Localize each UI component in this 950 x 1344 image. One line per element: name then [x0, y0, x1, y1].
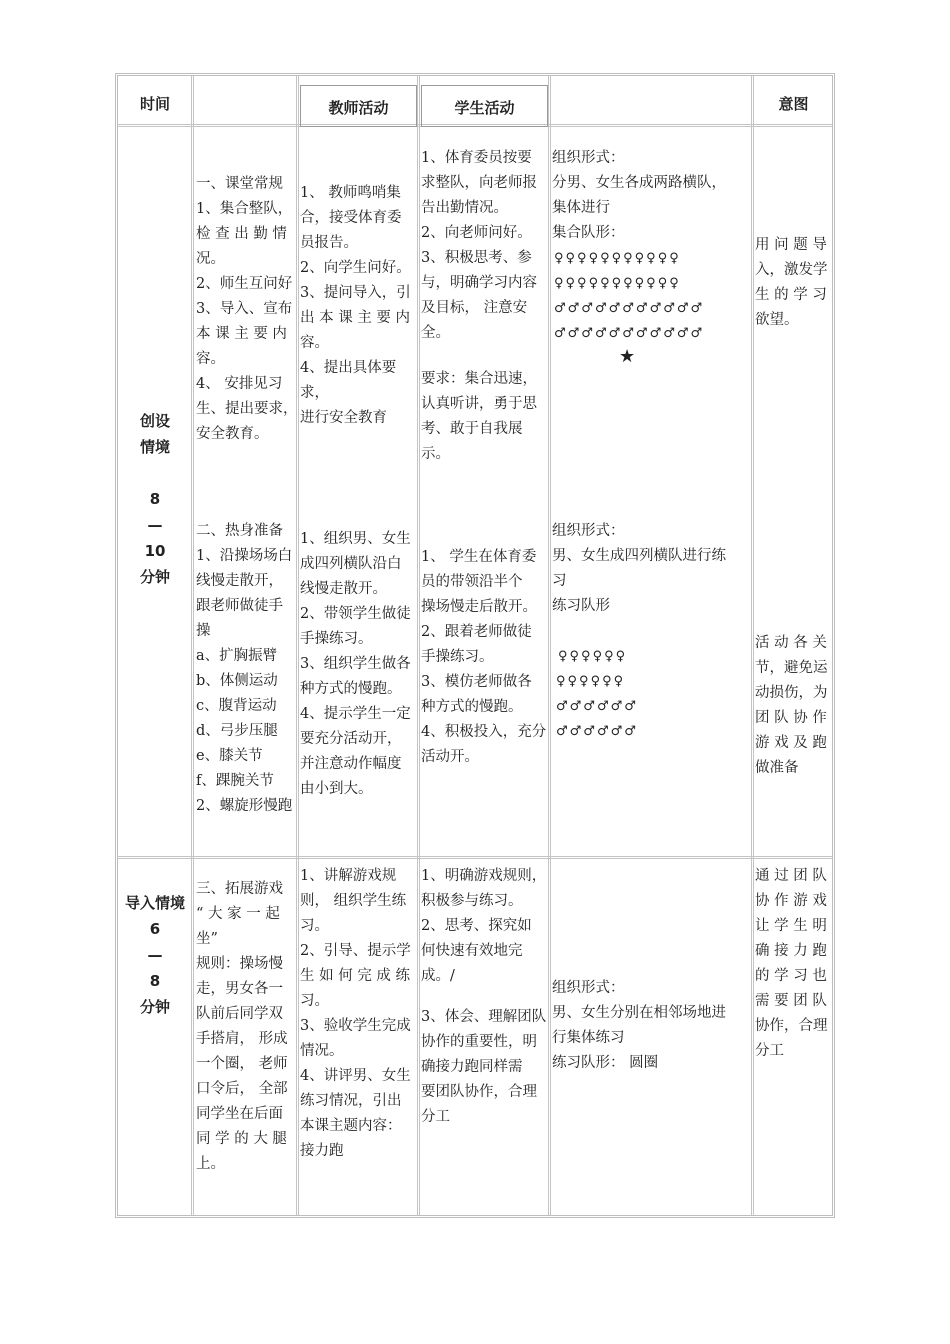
text-line: 练习情况，引出 — [300, 1093, 402, 1109]
col-divider-student — [548, 76, 551, 1215]
text-line: 活 动 各 关 — [755, 635, 827, 651]
formation-row-male: ♂♂♂♂♂♂♂♂♂♂♂ — [554, 301, 705, 316]
text-line: a、扩胸振臂 — [196, 648, 278, 664]
text-line: 线慢走散开。 — [300, 581, 387, 597]
text-line: 4、 安排见习 — [196, 376, 283, 392]
formation-row-female: ♀♀♀♀♀♀♀♀♀♀♀ — [554, 251, 681, 266]
text-line: 全。 — [421, 325, 450, 341]
text-line: 4、提示学生一定 — [300, 706, 411, 722]
organization-warmup — [552, 519, 726, 619]
text-line: 3、模仿老师做各 — [421, 674, 532, 690]
side-line — [118, 460, 192, 486]
text-line: 2、跟着老师做徒 — [421, 624, 532, 640]
text-line: 3、积极思考、参 — [421, 250, 532, 266]
text-line: 2、带领学生做徒 — [300, 606, 411, 622]
text-line: 3、体会、理解团队 — [421, 1009, 547, 1025]
text-line: 三、拓展游戏 — [196, 881, 283, 897]
text-line: 用 问 题 导 — [755, 237, 827, 253]
text-line: 一、课堂常规 — [196, 176, 283, 192]
text-line: 况。 — [196, 251, 225, 267]
formation-row-male: ♂♂♂♂♂♂ — [556, 699, 638, 714]
text-line: 及目标， 注意安 — [421, 300, 528, 316]
text-line: 欲望。 — [755, 312, 799, 328]
text-line: 同 学 的 大 腿 — [196, 1131, 287, 1147]
text-line: 要团队协作，合理 — [421, 1084, 537, 1100]
text-line: 集体进行 — [552, 200, 610, 216]
intent-game — [755, 864, 828, 1064]
text-line: 集合队形： — [552, 225, 625, 241]
text-line: 组织形式： — [552, 523, 625, 539]
student-activity-routine — [421, 146, 537, 467]
formation-row-female: ♀♀♀♀♀♀ — [558, 649, 628, 664]
text-line: 4、讲评男、女生 — [300, 1068, 411, 1084]
text-line: 成。/ — [421, 968, 455, 984]
text-line: 组织形式： — [552, 980, 625, 996]
student-activity-game — [421, 864, 546, 1130]
text-line: 练习队形 — [552, 598, 610, 614]
text-line: 容。 — [196, 351, 225, 367]
text-line: 1、集合整队， — [196, 201, 293, 217]
side-line: — — [147, 946, 163, 964]
text-line: 1、讲解游戏规 — [300, 868, 397, 884]
content-expansion-game — [196, 877, 288, 1177]
header-intent: 意图 — [778, 95, 809, 113]
text-line: 组织形式： — [552, 150, 625, 166]
side-line: 创设 — [139, 412, 170, 430]
text-line: 1、体育委员按要 — [421, 150, 532, 166]
text-line: 员的带领沿半个 — [421, 574, 523, 590]
text-line: 本 课 主 要 内 — [196, 326, 287, 342]
text-line: 1、 学生在体育委 — [421, 549, 537, 565]
student-activity-warmup — [421, 545, 546, 770]
text-line: 入，激发学 — [755, 262, 828, 278]
section1-time-label — [118, 408, 192, 590]
text-line: 操 — [196, 623, 211, 639]
text-line: 则， 组织学生练 — [300, 893, 407, 909]
intent-routine — [755, 233, 828, 333]
text-line: 与，明确学习内容 — [421, 275, 537, 291]
text-line: 需 要 团 队 — [755, 993, 827, 1009]
text-line: 员报告。 — [300, 235, 358, 251]
text-line: 线慢走散开， — [196, 573, 283, 589]
text-line: 安全教育。 — [196, 426, 269, 442]
text-line: 练习队形： 圆圈 — [552, 1055, 659, 1071]
text-line: 情况。 — [300, 1043, 344, 1059]
text-line: c、腹背运动 — [196, 698, 277, 714]
text-line: 手搭肩， 形成 — [196, 1031, 288, 1047]
text-line: 游 戏 及 跑 — [755, 735, 827, 751]
text-line: 要充分活动开， — [300, 731, 402, 747]
text-line: 成四列横队沿白 — [300, 556, 402, 572]
text-line: 协 作 游 戏 — [755, 893, 827, 909]
text-line: 让 学 生 明 — [755, 918, 827, 934]
formation-row-female: ♀♀♀♀♀♀ — [556, 674, 626, 689]
teacher-activity-routine — [300, 181, 411, 431]
text-line: 同学坐在后面 — [196, 1106, 283, 1122]
text-line: 求， — [300, 385, 329, 401]
text-line: 要求：集合迅速， — [421, 371, 537, 387]
text-line: 2、向学生问好。 — [300, 260, 411, 276]
text-line: 种方式的慢跑。 — [300, 681, 402, 697]
text-line: 4、提出具体要 — [300, 360, 397, 376]
teacher-activity-game — [300, 864, 411, 1164]
text-line: 2、引导、提示学 — [300, 943, 411, 959]
text-line: 3、提问导入，引 — [300, 285, 411, 301]
text-line: 由小到大。 — [300, 781, 373, 797]
text-line: b、体侧运动 — [196, 673, 278, 689]
text-line: 3、验收学生完成 — [300, 1018, 411, 1034]
text-line: 上。 — [196, 1156, 225, 1172]
teacher-activity-warmup — [300, 527, 411, 802]
warmup-formation — [556, 644, 638, 744]
text-line: 1、组织男、女生 — [300, 531, 411, 547]
text-line: 生、提出要求， — [196, 401, 298, 417]
intent-warmup — [755, 631, 828, 781]
text-line: 男、女生成四列横队进行练 — [552, 548, 726, 564]
header-time: 时间 — [139, 95, 170, 113]
text-line: 确 接 力 跑 — [755, 943, 827, 959]
text-line: 合，接受体育委 — [300, 210, 402, 226]
text-line: 男、女生分别在相邻场地进 — [552, 1005, 726, 1021]
header-teacher: 教师活动 — [328, 99, 389, 117]
text-line: 3、导入、宣布 — [196, 301, 293, 317]
text-line: 队前后同学双 — [196, 1006, 283, 1022]
text-line: 手操练习。 — [300, 631, 373, 647]
content-classroom-routine — [196, 172, 298, 447]
text-line: 生 如 何 完 成 练 — [300, 968, 411, 984]
text-line: 3、组织学生做各 — [300, 656, 411, 672]
text-line: 4、积极投入，充分 — [421, 724, 547, 740]
formation-row-male: ♂♂♂♂♂♂♂♂♂♂♂ — [554, 326, 705, 341]
text-line: 分男、女生各成两路横队， — [552, 175, 726, 191]
teacher-position-star-icon: ★ — [619, 346, 636, 367]
header-student: 学生活动 — [454, 99, 515, 117]
text-line: 确接力跑同样需 — [421, 1059, 523, 1075]
text-line: 生 的 学 习 — [755, 287, 827, 303]
col-divider-teacher — [417, 76, 420, 1215]
text-line: 协作的重要性，明 — [421, 1034, 537, 1050]
text-line: e、膝关节 — [196, 748, 263, 764]
text-line: 行集体练习 — [552, 1030, 625, 1046]
text-line: 一个圈， 老师 — [196, 1056, 288, 1072]
text-line: 2、思考、探究如 — [421, 918, 532, 934]
section2-time-label — [118, 890, 192, 1020]
text-line: 1、 教师鸣哨集 — [300, 185, 401, 201]
text-line: 二、热身准备 — [196, 523, 283, 539]
side-line: 导入情境 — [124, 894, 185, 912]
formation-row-male: ♂♂♂♂♂♂ — [556, 724, 638, 739]
text-line: 容。 — [300, 335, 329, 351]
text-line: 1、明确游戏规则， — [421, 868, 547, 884]
text-line: 本课主题内容： — [300, 1118, 402, 1134]
text-line: 习 — [552, 573, 567, 589]
text-line: 的 学 习 也 — [755, 968, 827, 984]
text-line: 求整队，向老师报 — [421, 175, 537, 191]
side-line: 分钟 — [139, 568, 170, 586]
text-line: f、踝腕关节 — [196, 773, 274, 789]
text-line: 考、敢于自我展 — [421, 421, 523, 437]
text-line: 走，男女各一 — [196, 981, 283, 997]
text-line: 分工 — [755, 1043, 784, 1059]
text-line — [421, 997, 546, 1005]
side-line: 分钟 — [139, 998, 170, 1016]
text-line: 告出勤情况。 — [421, 200, 508, 216]
text-line — [421, 346, 537, 367]
side-line: 情境 — [139, 438, 170, 456]
text-line: 跟老师做徒手 — [196, 598, 283, 614]
section-divider — [118, 856, 832, 859]
text-line: d、弓步压腿 — [196, 723, 278, 739]
text-line: 口令后， 全部 — [196, 1081, 288, 1097]
text-line: 通 过 团 队 — [755, 868, 827, 884]
text-line: 2、师生互问好 — [196, 276, 293, 292]
side-line: 8 — [149, 972, 161, 990]
col-divider-time — [191, 76, 194, 1215]
organization-game — [552, 976, 726, 1076]
text-line: 1、沿操场场白 — [196, 548, 293, 564]
organization-routine — [552, 146, 726, 246]
text-line: 习。 — [300, 918, 329, 934]
side-line: 10 — [144, 542, 166, 560]
text-line: “ 大 家 一 起 — [196, 906, 280, 922]
text-line: 积极参与练习。 — [421, 893, 523, 909]
text-line: 认真听讲，勇于思 — [421, 396, 537, 412]
text-line: 检 查 出 勤 情 — [196, 226, 287, 242]
text-line: 规则：操场慢 — [196, 956, 283, 972]
text-line: 接力跑 — [300, 1143, 344, 1159]
text-line: 2、螺旋形慢跑 — [196, 798, 293, 814]
text-line: 习。 — [300, 993, 329, 1009]
content-warmup — [196, 519, 292, 819]
text-line: 活动开。 — [421, 749, 479, 765]
assembly-formation — [554, 246, 704, 346]
text-line — [421, 989, 546, 997]
formation-row-female: ♀♀♀♀♀♀♀♀♀♀♀ — [554, 276, 681, 291]
text-line: 团 队 协 作 — [755, 710, 827, 726]
text-line: 坐” — [196, 931, 218, 947]
text-line: 节，避免运 — [755, 660, 828, 676]
text-line: 种方式的慢跑。 — [421, 699, 523, 715]
text-line: 手操练习。 — [421, 649, 494, 665]
text-line: 2、向老师问好。 — [421, 225, 532, 241]
col-divider-org — [751, 76, 754, 1215]
text-line: 做准备 — [755, 760, 799, 776]
text-line: 并注意动作幅度 — [300, 756, 402, 772]
side-line: 8 — [149, 490, 161, 508]
text-line: 出 本 课 主 要 内 — [300, 310, 411, 326]
text-line: 动损伤，为 — [755, 685, 828, 701]
text-line: 何快速有效地完 — [421, 943, 523, 959]
text-line: 操场慢走后散开。 — [421, 599, 537, 615]
text-line: 示。 — [421, 446, 450, 462]
side-line: — — [147, 516, 163, 534]
side-line: 6 — [149, 920, 161, 938]
text-line: 进行安全教育 — [300, 410, 387, 426]
text-line: 分工 — [421, 1109, 450, 1125]
text-line: 协作，合理 — [755, 1018, 828, 1034]
